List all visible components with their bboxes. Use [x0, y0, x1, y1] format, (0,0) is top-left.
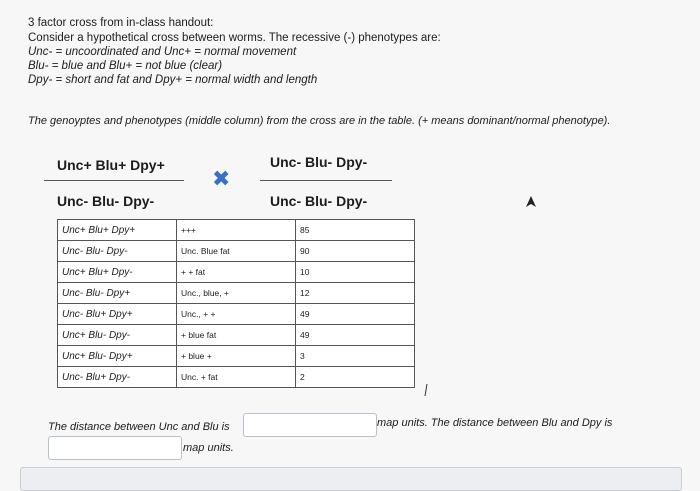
count-cell: 3	[296, 346, 415, 367]
table-row	[58, 283, 415, 304]
parent2-bottom-genotype: Unc- Blu- Dpy-	[270, 193, 368, 209]
phenotype-cell: Unc. Blue fat	[177, 241, 296, 262]
parent1-top-genotype: Unc+ Blu+ Dpy+	[57, 157, 165, 173]
stray-pen-mark	[424, 384, 428, 396]
count-cell: 49	[296, 304, 415, 325]
table-row	[58, 220, 415, 241]
parent1-divider	[44, 180, 184, 181]
unc-blu-distance-input[interactable]	[243, 413, 377, 437]
handout-title: 3 factor cross from in-class handout:	[28, 17, 214, 29]
genotype-cell: Unc+ Blu+ Dpy+	[58, 220, 177, 241]
count-cell: 10	[296, 262, 415, 283]
blu-dpy-distance-input[interactable]	[48, 436, 182, 460]
definition-blu: Blu- = blue and Blu+ = not blue (clear)	[28, 60, 223, 72]
genotype-cell: Unc+ Blu+ Dpy-	[58, 262, 177, 283]
count-cell: 2	[296, 367, 415, 388]
table-body	[58, 220, 415, 388]
parent2-top-genotype: Unc- Blu- Dpy-	[270, 154, 368, 170]
genotype-cell: Unc+ Blu- Dpy+	[58, 346, 177, 367]
table-row	[58, 346, 415, 367]
genotype-cell: Unc+ Blu- Dpy-	[58, 325, 177, 346]
cursor-arrow-icon	[526, 196, 536, 208]
cross-icon: ✖	[212, 166, 231, 191]
table-row	[58, 241, 415, 262]
table-row	[58, 262, 415, 283]
genotype-cell: Unc- Blu- Dpy-	[58, 241, 177, 262]
count-cell: 49	[296, 325, 415, 346]
table-row	[58, 325, 415, 346]
parent1-bottom-genotype: Unc- Blu- Dpy-	[57, 193, 155, 209]
genotype-cell: Unc- Blu+ Dpy-	[58, 367, 177, 388]
phenotype-cell: Unc., + +	[177, 304, 296, 325]
phenotype-cell: + + fat	[177, 262, 296, 283]
phenotype-cell: Unc., blue, +	[177, 283, 296, 304]
question-part2: map units. The distance between Blu and Dpy is	[377, 417, 613, 429]
question-part3: map units.	[183, 442, 234, 454]
phenotype-cell: Unc. + fat	[177, 367, 296, 388]
table-row	[58, 367, 415, 388]
handout-intro: Consider a hypothetical cross between worms. The recessive (-) phenotypes are:	[28, 32, 441, 44]
phenotype-cell: +++	[177, 220, 296, 241]
phenotype-cell: + blue +	[177, 346, 296, 367]
phenotype-cell: + blue fat	[177, 325, 296, 346]
definition-dpy: Dpy- = short and fat and Dpy+ = normal width and length	[28, 74, 318, 86]
genotype-cell: Unc- Blu- Dpy+	[58, 283, 177, 304]
parent2-divider	[260, 180, 392, 181]
cross-results-table	[57, 219, 415, 388]
count-cell: 12	[296, 283, 415, 304]
next-answer-field[interactable]	[20, 467, 682, 491]
table-note: The genoyptes and phenotypes (middle column) from the cross are in the table. (+ means dominant/normal phenotype).	[28, 115, 611, 127]
definition-unc: Unc- = uncoordinated and Unc+ = normal movement	[28, 46, 297, 58]
count-cell: 90	[296, 241, 415, 262]
count-cell: 85	[296, 220, 415, 241]
question-part1: The distance between Unc and Blu is	[48, 421, 230, 433]
table-row	[58, 304, 415, 325]
genotype-cell: Unc- Blu+ Dpy+	[58, 304, 177, 325]
